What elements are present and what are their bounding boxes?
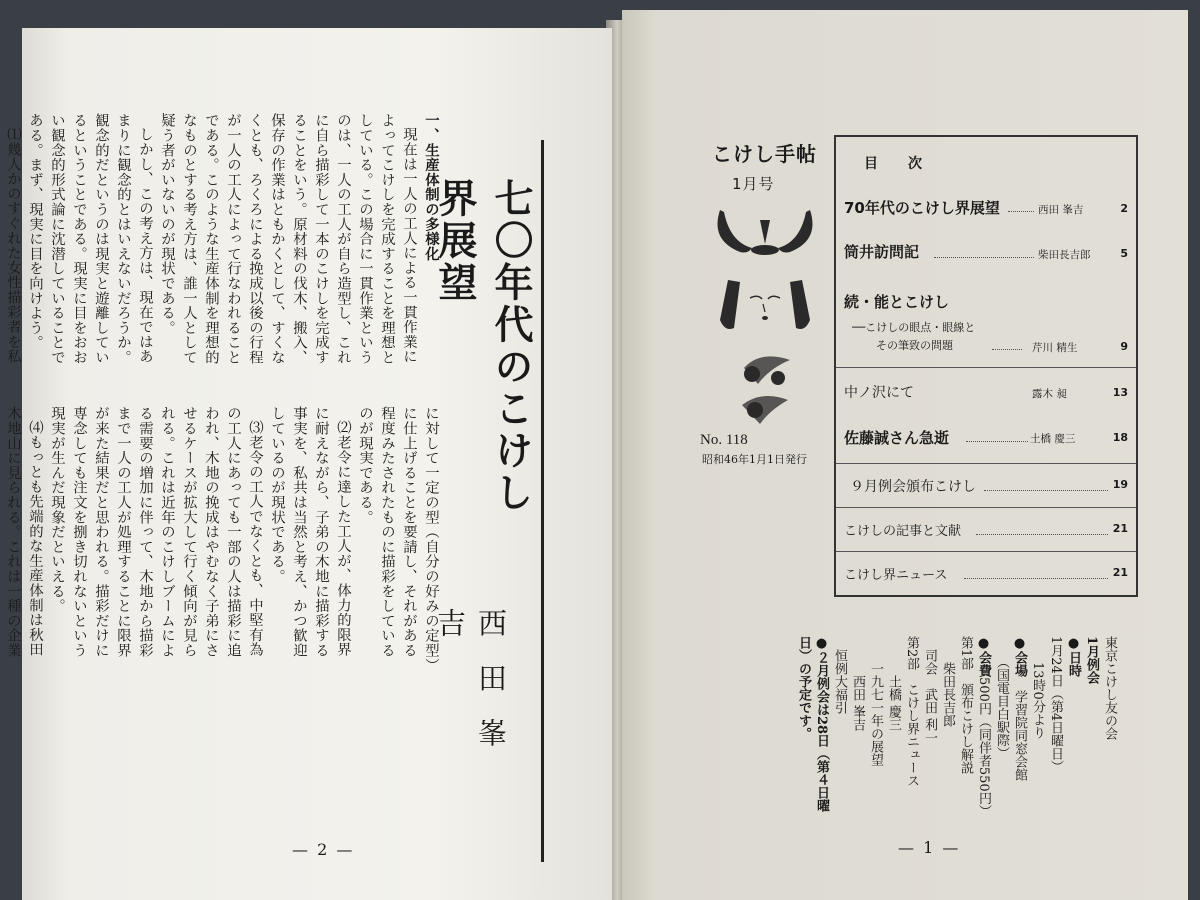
article-title: 七〇年代のこけし界展望 xyxy=(432,178,533,514)
paragraph: ⑴幾人かのすぐれた女性描彩者を私 xyxy=(5,127,21,365)
notice-part2-item: こけし界ニュース xyxy=(904,683,919,788)
toc-entry: 続・能とこけし ──こけしの眼点・眼線と その筆致の問題 芹川 精生 9 xyxy=(844,293,1128,354)
right-page xyxy=(622,10,1188,900)
notice-venue-label: ●会場 xyxy=(1012,636,1027,677)
paragraph: しかし、この考え方は、現在ではあまりに観念的とはいえないだろうか。観念的だというのは現実と遊離しているということである。現実に目をおおい観念的形式論に沈潜していることである。まず、現実に目を向けよう。 xyxy=(27,113,153,365)
page-number: — 1 — xyxy=(898,838,961,857)
paragraph: 現在は一人の工人による一貫作業によってこけしを完成することを理想としている。この場合に一貫作業というのは、一人の工人が自ら造型し、これに自ら描彩して一本のこけしを完成することをいう。原材料の伐木、搬入、保存の作業はともかくとして、すくなくとも、ろくろによる挽成以後の行程が一人の工人によって行なわれることである。このような生産体制を理想的なものとする考え方は、誰一人として疑う者がいないのが現状である。 xyxy=(159,113,417,365)
notice-station: （国電目白駅際） xyxy=(994,662,1009,760)
notice-part2-item: 西田 峯吉 xyxy=(850,675,865,732)
magazine-title: こけし手帖 xyxy=(712,142,817,166)
notice-event: 1月例会 xyxy=(1084,636,1099,685)
notice-fee-label: ●会費 xyxy=(976,636,991,677)
kokeshi-illustration xyxy=(700,200,830,430)
toc-entry: 筒井訪問記 柴田長吉郎 5 xyxy=(844,243,1128,261)
notice-venue: 学習院同窓会館 xyxy=(1012,690,1027,781)
notice-next-meeting: ●２月例会は28日（第４日曜日）の予定です。 xyxy=(796,636,829,813)
paragraph: ⑶老令の工人でなくとも、中堅有為の工人にあっても一部の人は描彩に追われ、木地の挽成はやむなく子弟にさせるケースが拡大して行く傾向が見られる。これは近年のこけしブームによる需要の増加に伴って、木地から描彩まで一人の工人が処理することに限界が来た結果だと思われる。描彩だけに専念しても注文を捌き切れないという現実が生んだ現象だといえる。 xyxy=(49,406,263,658)
meeting-notice xyxy=(708,636,1118,826)
notice-part1-staff: 柴田長吉郎 xyxy=(940,662,955,727)
notice-org: 東京こけし友の会 xyxy=(1102,636,1117,740)
notice-part2-label: 第2部 xyxy=(904,636,919,671)
notice-part2-item: 恒例大福引 xyxy=(832,649,847,714)
title-rule xyxy=(541,140,544,862)
toc-heading: 目次 xyxy=(864,156,952,172)
notice-part1: 第1部 頒布こけし解説 xyxy=(958,636,973,775)
body-text-lower xyxy=(5,406,442,671)
author-name: 西田峯吉 xyxy=(433,608,508,773)
issue-month: 1月号 xyxy=(732,175,775,193)
notice-time: 13時0分より xyxy=(1030,662,1045,739)
toc-entry: 佐藤誠さん急逝 土橋 慶三 18 xyxy=(844,429,1128,447)
notice-part1-host: 司会 武田 利一 xyxy=(922,649,937,745)
paragraph: ⑵老令に達した工人が、体力的限界に耐えながら、子弟の木地に描彩する事実を、私共は当然と考え、かつ歓迎しているのが現状である。 xyxy=(269,406,351,658)
toc-entry: こけしの記事と文献 21 xyxy=(836,507,1136,552)
toc-entry: 中ノ沢にて 露木 昶 13 xyxy=(836,367,1136,416)
notice-date-label: ●日時 xyxy=(1066,636,1081,677)
paragraph: に対して一定の型（自分の好みの定型）に仕上げることを要請し、それがある程度みたされたものに描彩をしているのが現実である。 xyxy=(357,406,439,666)
page-number: — 2 — xyxy=(292,840,355,859)
notice-part2-item: 一九七一年の展望 xyxy=(868,662,883,766)
notice-date: 1月24日（第4日曜日） xyxy=(1048,636,1063,774)
section-heading: 一、生産体制の多様化 xyxy=(423,113,440,261)
body-text-upper xyxy=(5,113,442,368)
paragraph: ⑷もっとも先端的な生産体制は秋田木地山に見られる。これは一種の企業 xyxy=(5,406,43,658)
left-page xyxy=(5,28,612,900)
issue-date: 昭和46年1月1日発行 xyxy=(702,453,807,466)
notice-part2-item: 土橋 慶三 xyxy=(886,675,901,732)
toc-entry: ９月例会頒布こけし 19 xyxy=(836,463,1136,508)
notice-fee: 500円（同伴者550円） xyxy=(976,677,991,818)
toc-entry: こけし界ニュース 21 xyxy=(836,551,1136,596)
issue-number: No. 118 xyxy=(700,432,748,448)
table-of-contents xyxy=(834,135,1138,597)
toc-entry: 70年代のこけし界展望 西田 峯吉 2 xyxy=(844,199,1128,217)
